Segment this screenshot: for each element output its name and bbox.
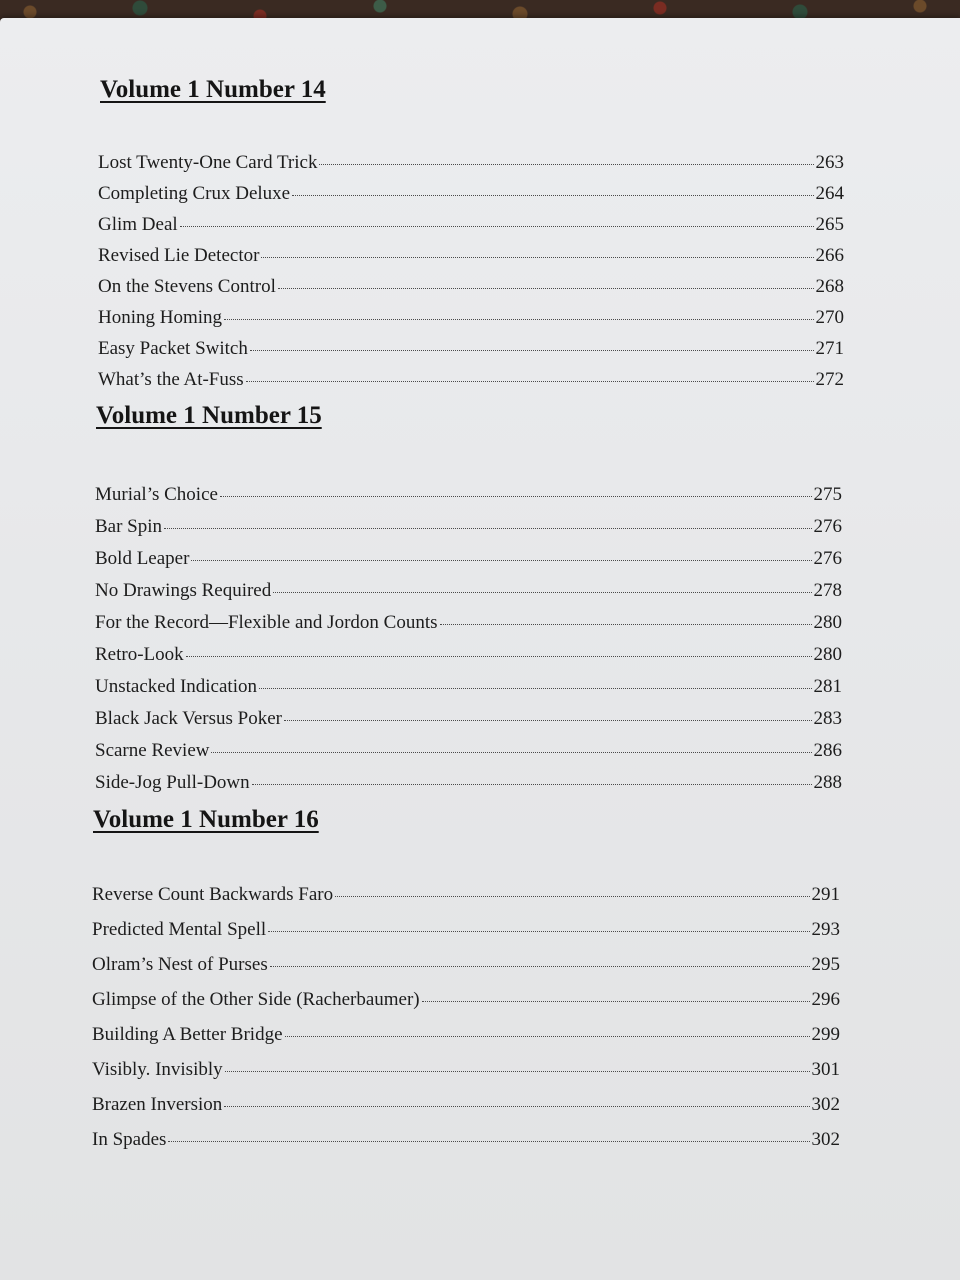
section-heading: Volume 1 Number 16 bbox=[93, 806, 319, 833]
entry-title: Easy Packet Switch bbox=[98, 338, 248, 359]
dot-leader bbox=[211, 752, 811, 753]
dot-leader bbox=[250, 350, 814, 351]
entry-page-number: 268 bbox=[815, 276, 844, 297]
dot-leader bbox=[224, 1106, 809, 1107]
entry-page-number: 280 bbox=[813, 612, 842, 633]
entry-page-number: 296 bbox=[811, 989, 840, 1010]
entry-title: No Drawings Required bbox=[95, 580, 272, 601]
dot-leader bbox=[252, 784, 812, 785]
entry-page-number: 278 bbox=[813, 580, 842, 601]
dot-leader bbox=[168, 1141, 809, 1142]
toc-entry bbox=[95, 612, 842, 644]
entry-page-number: 283 bbox=[813, 708, 842, 729]
entry-page-number: 263 bbox=[815, 152, 844, 173]
entry-page-number: 286 bbox=[813, 740, 842, 761]
entry-title: Bold Leaper bbox=[95, 548, 190, 569]
dot-leader bbox=[268, 931, 809, 932]
toc-list bbox=[98, 152, 844, 400]
toc-entry bbox=[92, 954, 840, 989]
toc-entry bbox=[95, 708, 842, 740]
toc-entry bbox=[92, 1024, 840, 1059]
dot-leader bbox=[278, 288, 814, 289]
dot-leader bbox=[220, 496, 812, 497]
entry-page-number: 288 bbox=[813, 772, 842, 793]
entry-title: Brazen Inversion bbox=[92, 1094, 223, 1115]
toc-entry bbox=[98, 214, 844, 245]
dot-leader bbox=[180, 226, 814, 227]
entry-title: Predicted Mental Spell bbox=[92, 919, 267, 940]
entry-title: Olram’s Nest of Purses bbox=[92, 954, 268, 975]
entry-title: Visibly. Invisibly bbox=[92, 1059, 223, 1080]
toc-entry bbox=[92, 989, 840, 1024]
entry-title: Glimpse of the Other Side (Racherbaumer) bbox=[92, 989, 420, 1010]
entry-page-number: 265 bbox=[815, 214, 844, 235]
toc-entry bbox=[95, 644, 842, 676]
section-heading: Volume 1 Number 15 bbox=[96, 402, 322, 429]
entry-title: Side-Jog Pull-Down bbox=[95, 772, 250, 793]
entry-title: For the Record—Flexible and Jordon Counts bbox=[95, 612, 438, 633]
dot-leader bbox=[191, 560, 811, 561]
entry-title: Scarne Review bbox=[95, 740, 210, 761]
entry-page-number: 270 bbox=[815, 307, 844, 328]
entry-title: Black Jack Versus Poker bbox=[95, 708, 282, 729]
entry-title: Glim Deal bbox=[98, 214, 178, 235]
toc-list bbox=[95, 484, 842, 804]
dot-leader bbox=[422, 1001, 810, 1002]
toc-entry bbox=[98, 307, 844, 338]
toc-entry bbox=[95, 772, 842, 804]
toc-entry bbox=[95, 676, 842, 708]
toc-entry bbox=[98, 245, 844, 276]
entry-page-number: 271 bbox=[815, 338, 844, 359]
entry-page-number: 295 bbox=[811, 954, 840, 975]
toc-entry bbox=[95, 484, 842, 516]
toc-entry bbox=[95, 516, 842, 548]
dot-leader bbox=[224, 319, 813, 320]
entry-title: Unstacked Indication bbox=[95, 676, 257, 697]
entry-page-number: 276 bbox=[813, 548, 842, 569]
entry-page-number: 293 bbox=[811, 919, 840, 940]
entry-page-number: 302 bbox=[811, 1129, 840, 1150]
toc-entry bbox=[95, 548, 842, 580]
dot-leader bbox=[186, 656, 812, 657]
dot-leader bbox=[335, 896, 809, 897]
entry-title: Honing Homing bbox=[98, 307, 223, 328]
dot-leader bbox=[440, 624, 812, 625]
section-heading: Volume 1 Number 14 bbox=[100, 76, 326, 103]
dot-leader bbox=[319, 164, 813, 165]
dot-leader bbox=[284, 720, 812, 721]
entry-page-number: 276 bbox=[813, 516, 842, 537]
toc-entry bbox=[98, 338, 844, 369]
toc-entry bbox=[92, 1094, 840, 1129]
entry-page-number: 302 bbox=[811, 1094, 840, 1115]
entry-title: What’s the At-Fuss bbox=[98, 369, 244, 390]
dot-leader bbox=[259, 688, 812, 689]
entry-page-number: 264 bbox=[815, 183, 844, 204]
toc-entry bbox=[98, 152, 844, 183]
dot-leader bbox=[164, 528, 811, 529]
book-page bbox=[0, 18, 960, 1280]
dot-leader bbox=[246, 381, 814, 382]
entry-page-number: 301 bbox=[811, 1059, 840, 1080]
toc-entry bbox=[92, 1129, 840, 1164]
dot-leader bbox=[273, 592, 811, 593]
entry-title: On the Stevens Control bbox=[98, 276, 276, 297]
entry-page-number: 272 bbox=[815, 369, 844, 390]
toc-entry bbox=[92, 884, 840, 919]
toc-entry bbox=[95, 740, 842, 772]
entry-title: Lost Twenty-One Card Trick bbox=[98, 152, 318, 173]
toc-entry bbox=[92, 1059, 840, 1094]
entry-page-number: 291 bbox=[811, 884, 840, 905]
entry-title: Bar Spin bbox=[95, 516, 163, 537]
dot-leader bbox=[270, 966, 810, 967]
toc-entry bbox=[98, 369, 844, 400]
entry-page-number: 299 bbox=[811, 1024, 840, 1045]
dot-leader bbox=[285, 1036, 810, 1037]
entry-title: Murial’s Choice bbox=[95, 484, 218, 505]
toc-entry bbox=[98, 276, 844, 307]
entry-page-number: 266 bbox=[815, 245, 844, 266]
toc-entry bbox=[92, 919, 840, 954]
entry-title: Revised Lie Detector bbox=[98, 245, 260, 266]
entry-page-number: 281 bbox=[813, 676, 842, 697]
entry-title: Completing Crux Deluxe bbox=[98, 183, 291, 204]
entry-page-number: 280 bbox=[813, 644, 842, 665]
entry-title: Building A Better Bridge bbox=[92, 1024, 283, 1045]
entry-title: Reverse Count Backwards Faro bbox=[92, 884, 334, 905]
entry-page-number: 275 bbox=[813, 484, 842, 505]
dot-leader bbox=[225, 1071, 810, 1072]
dot-leader bbox=[261, 257, 813, 258]
dot-leader bbox=[292, 195, 813, 196]
entry-title: In Spades bbox=[92, 1129, 167, 1150]
toc-entry bbox=[98, 183, 844, 214]
entry-title: Retro-Look bbox=[95, 644, 184, 665]
toc-entry bbox=[95, 580, 842, 612]
toc-list bbox=[92, 884, 840, 1164]
